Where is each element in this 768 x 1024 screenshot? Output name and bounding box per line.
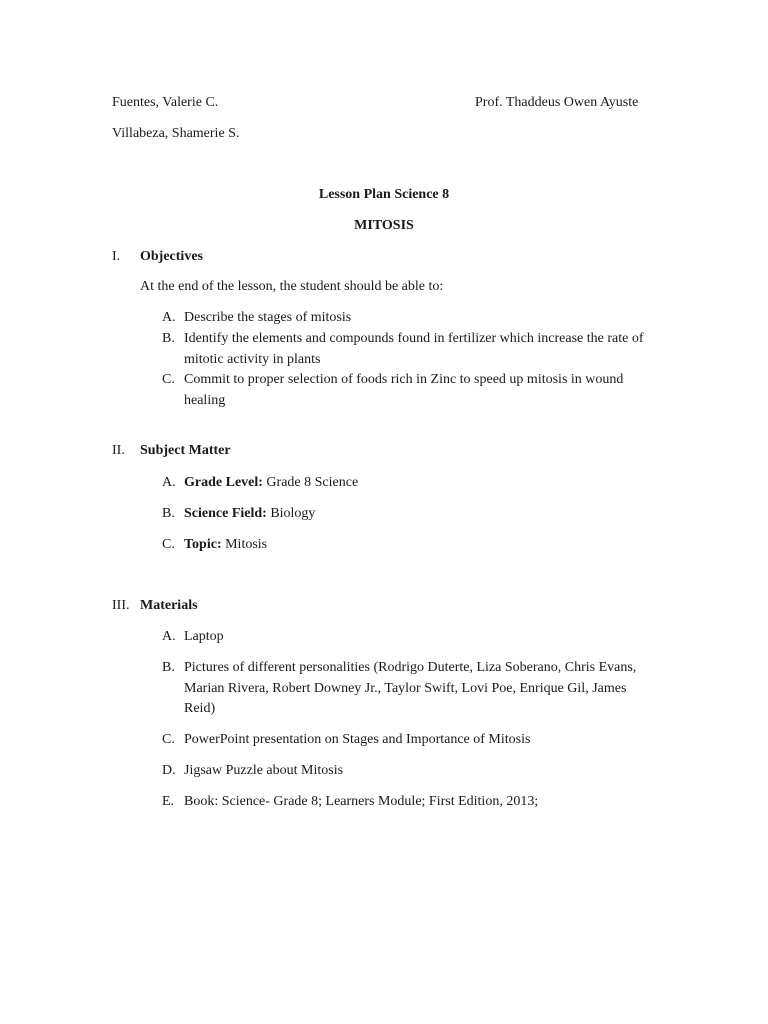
material-text: PowerPoint presentation on Stages and Importance of Mitosis xyxy=(184,732,531,747)
material-text: Laptop xyxy=(184,629,224,644)
subject-label: Topic: xyxy=(184,537,222,552)
section-numeral-objectives: I. xyxy=(112,249,121,264)
objective-item xyxy=(162,329,652,370)
list-letter: B. xyxy=(162,331,175,346)
author-name-2: Villabeza, Shamerie S. xyxy=(112,126,240,141)
material-text: Pictures of different personalities (Rodrigo Duterte, Liza Soberano, Chris Evans, Marian Rivera, Robert Downey Jr., Taylor Swift, Lovi Poe, Enrique Gil, James Reid) xyxy=(184,660,637,716)
subject-label: Science Field: xyxy=(184,506,267,521)
objective-text: Identify the elements and compounds found in fertilizer which increase the rate of mitotic activity in plants xyxy=(184,331,644,367)
objectives-intro: At the end of the lesson, the student should be able to: xyxy=(140,279,444,294)
objective-item xyxy=(162,370,652,411)
author-name-1: Fuentes, Valerie C. xyxy=(112,95,219,110)
list-letter: B. xyxy=(162,660,175,675)
material-item xyxy=(162,761,652,782)
list-letter: E. xyxy=(162,794,175,809)
section-heading-materials: Materials xyxy=(140,598,198,613)
instructor-name: Prof. Thaddeus Owen Ayuste xyxy=(475,95,639,110)
list-letter: A. xyxy=(162,475,176,490)
list-letter: D. xyxy=(162,763,176,778)
material-text: Book: Science- Grade 8; Learners Module; First Edition, 2013; xyxy=(184,794,539,809)
document-title: Lesson Plan Science 8 xyxy=(318,187,450,202)
subject-item xyxy=(162,535,652,556)
subject-value: Biology xyxy=(270,506,316,521)
material-item xyxy=(162,658,652,720)
objective-text: Describe the stages of mitosis xyxy=(184,310,352,325)
list-letter: C. xyxy=(162,732,175,747)
section-heading-subject-matter: Subject Matter xyxy=(140,443,231,458)
list-letter: C. xyxy=(162,537,175,552)
document-subtitle: MITOSIS xyxy=(354,218,414,233)
section-numeral-materials: III. xyxy=(112,598,130,613)
objective-text: Commit to proper selection of foods rich in Zinc to speed up mitosis in wound healing xyxy=(184,372,624,408)
list-letter: C. xyxy=(162,372,175,387)
material-item xyxy=(162,792,652,813)
objective-item xyxy=(162,308,652,329)
section-heading-objectives: Objectives xyxy=(140,249,203,264)
material-item xyxy=(162,730,652,751)
subject-item xyxy=(162,504,652,525)
subject-value: Mitosis xyxy=(225,537,268,552)
material-text: Jigsaw Puzzle about Mitosis xyxy=(184,763,344,778)
subject-item xyxy=(162,473,652,494)
list-letter: A. xyxy=(162,629,176,644)
list-letter: A. xyxy=(162,310,176,325)
section-numeral-subject-matter: II. xyxy=(112,443,125,458)
subject-label: Grade Level: xyxy=(184,475,263,490)
material-item xyxy=(162,627,652,648)
list-letter: B. xyxy=(162,506,175,521)
subject-value: Grade 8 Science xyxy=(266,475,359,490)
